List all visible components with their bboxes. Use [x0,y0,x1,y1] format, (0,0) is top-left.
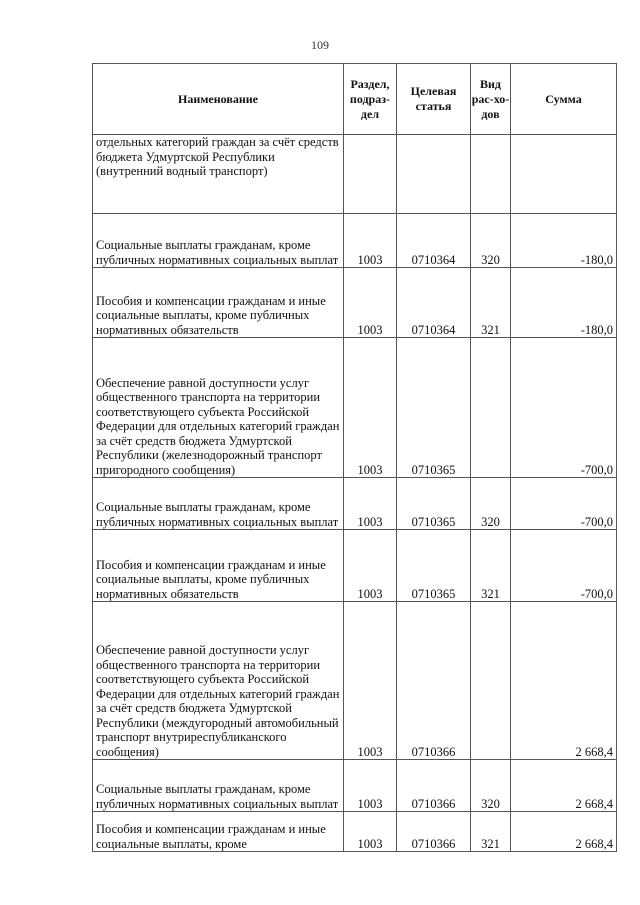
row-section: 1003 [344,530,397,602]
row-name: Социальные выплаты гражданам, кроме публичных нормативных социальных выплат [93,214,344,268]
row-sum: -180,0 [511,268,617,338]
row-target: 0710366 [397,760,471,812]
table-header-row [93,64,617,135]
row-section: 1003 [344,760,397,812]
header-section: Раздел, подраз-дел [344,64,397,135]
row-section: 1003 [344,268,397,338]
table-row [93,602,617,760]
row-expense: 320 [471,760,511,812]
row-section: 1003 [344,214,397,268]
row-expense: 321 [471,268,511,338]
row-target: 0710364 [397,268,471,338]
row-section: 1003 [344,812,397,852]
row-section: 1003 [344,478,397,530]
table-row [93,760,617,812]
row-name: Пособия и компенсации гражданам и иные социальные выплаты, кроме публичных нормативных обязательств [93,530,344,602]
header-name: Наименование [93,64,344,135]
row-sum [511,135,617,214]
row-name: Обеспечение равной доступности услуг общественного транспорта на территории соответствующего субъекта Российской Федерации для отдельных категорий граждан за счёт средств бюджета Удмуртской Республики (междугородный автомобильный транспорт внутриреспубликанского сообщения) [93,602,344,760]
row-sum: -700,0 [511,338,617,478]
row-expense: 321 [471,530,511,602]
row-target: 0710365 [397,478,471,530]
row-expense: 320 [471,214,511,268]
header-sum: Сумма [511,64,617,135]
row-sum: 2 668,4 [511,602,617,760]
row-section: 1003 [344,602,397,760]
table-row [93,530,617,602]
row-expense [471,602,511,760]
row-target: 0710364 [397,214,471,268]
table-row [93,338,617,478]
row-section: 1003 [344,338,397,478]
row-sum: -180,0 [511,214,617,268]
row-name: отдельных категорий граждан за счёт средств бюджета Удмуртской Республики (внутренний водный транспорт) [93,135,344,214]
row-target: 0710365 [397,338,471,478]
row-sum: -700,0 [511,478,617,530]
table-row [93,135,617,214]
row-expense [471,135,511,214]
table-row [93,478,617,530]
row-name: Социальные выплаты гражданам, кроме публичных нормативных социальных выплат [93,760,344,812]
budget-table [92,63,617,852]
row-name: Обеспечение равной доступности услуг общественного транспорта на территории соответствующего субъекта Российской Федерации для отдельных категорий граждан за счёт средств бюджета Удмуртской Республики (железнодорожный транспорт пригородного сообщения) [93,338,344,478]
row-expense: 320 [471,478,511,530]
table-row [93,268,617,338]
row-target: 0710366 [397,602,471,760]
page-number: 109 [311,38,329,52]
table-row [93,812,617,852]
row-expense [471,338,511,478]
row-name: Социальные выплаты гражданам, кроме публичных нормативных социальных выплат [93,478,344,530]
row-target: 0710365 [397,530,471,602]
header-expense: Вид рас-хо-дов [471,64,511,135]
row-name: Пособия и компенсации гражданам и иные социальные выплаты, кроме публичных нормативных обязательств [93,268,344,338]
table-row [93,214,617,268]
header-target: Целевая статья [397,64,471,135]
row-target: 0710366 [397,812,471,852]
row-section [344,135,397,214]
row-sum: 2 668,4 [511,812,617,852]
row-expense: 321 [471,812,511,852]
row-sum: 2 668,4 [511,760,617,812]
row-name: Пособия и компенсации гражданам и иные социальные выплаты, кроме [93,812,344,852]
row-target [397,135,471,214]
row-sum: -700,0 [511,530,617,602]
